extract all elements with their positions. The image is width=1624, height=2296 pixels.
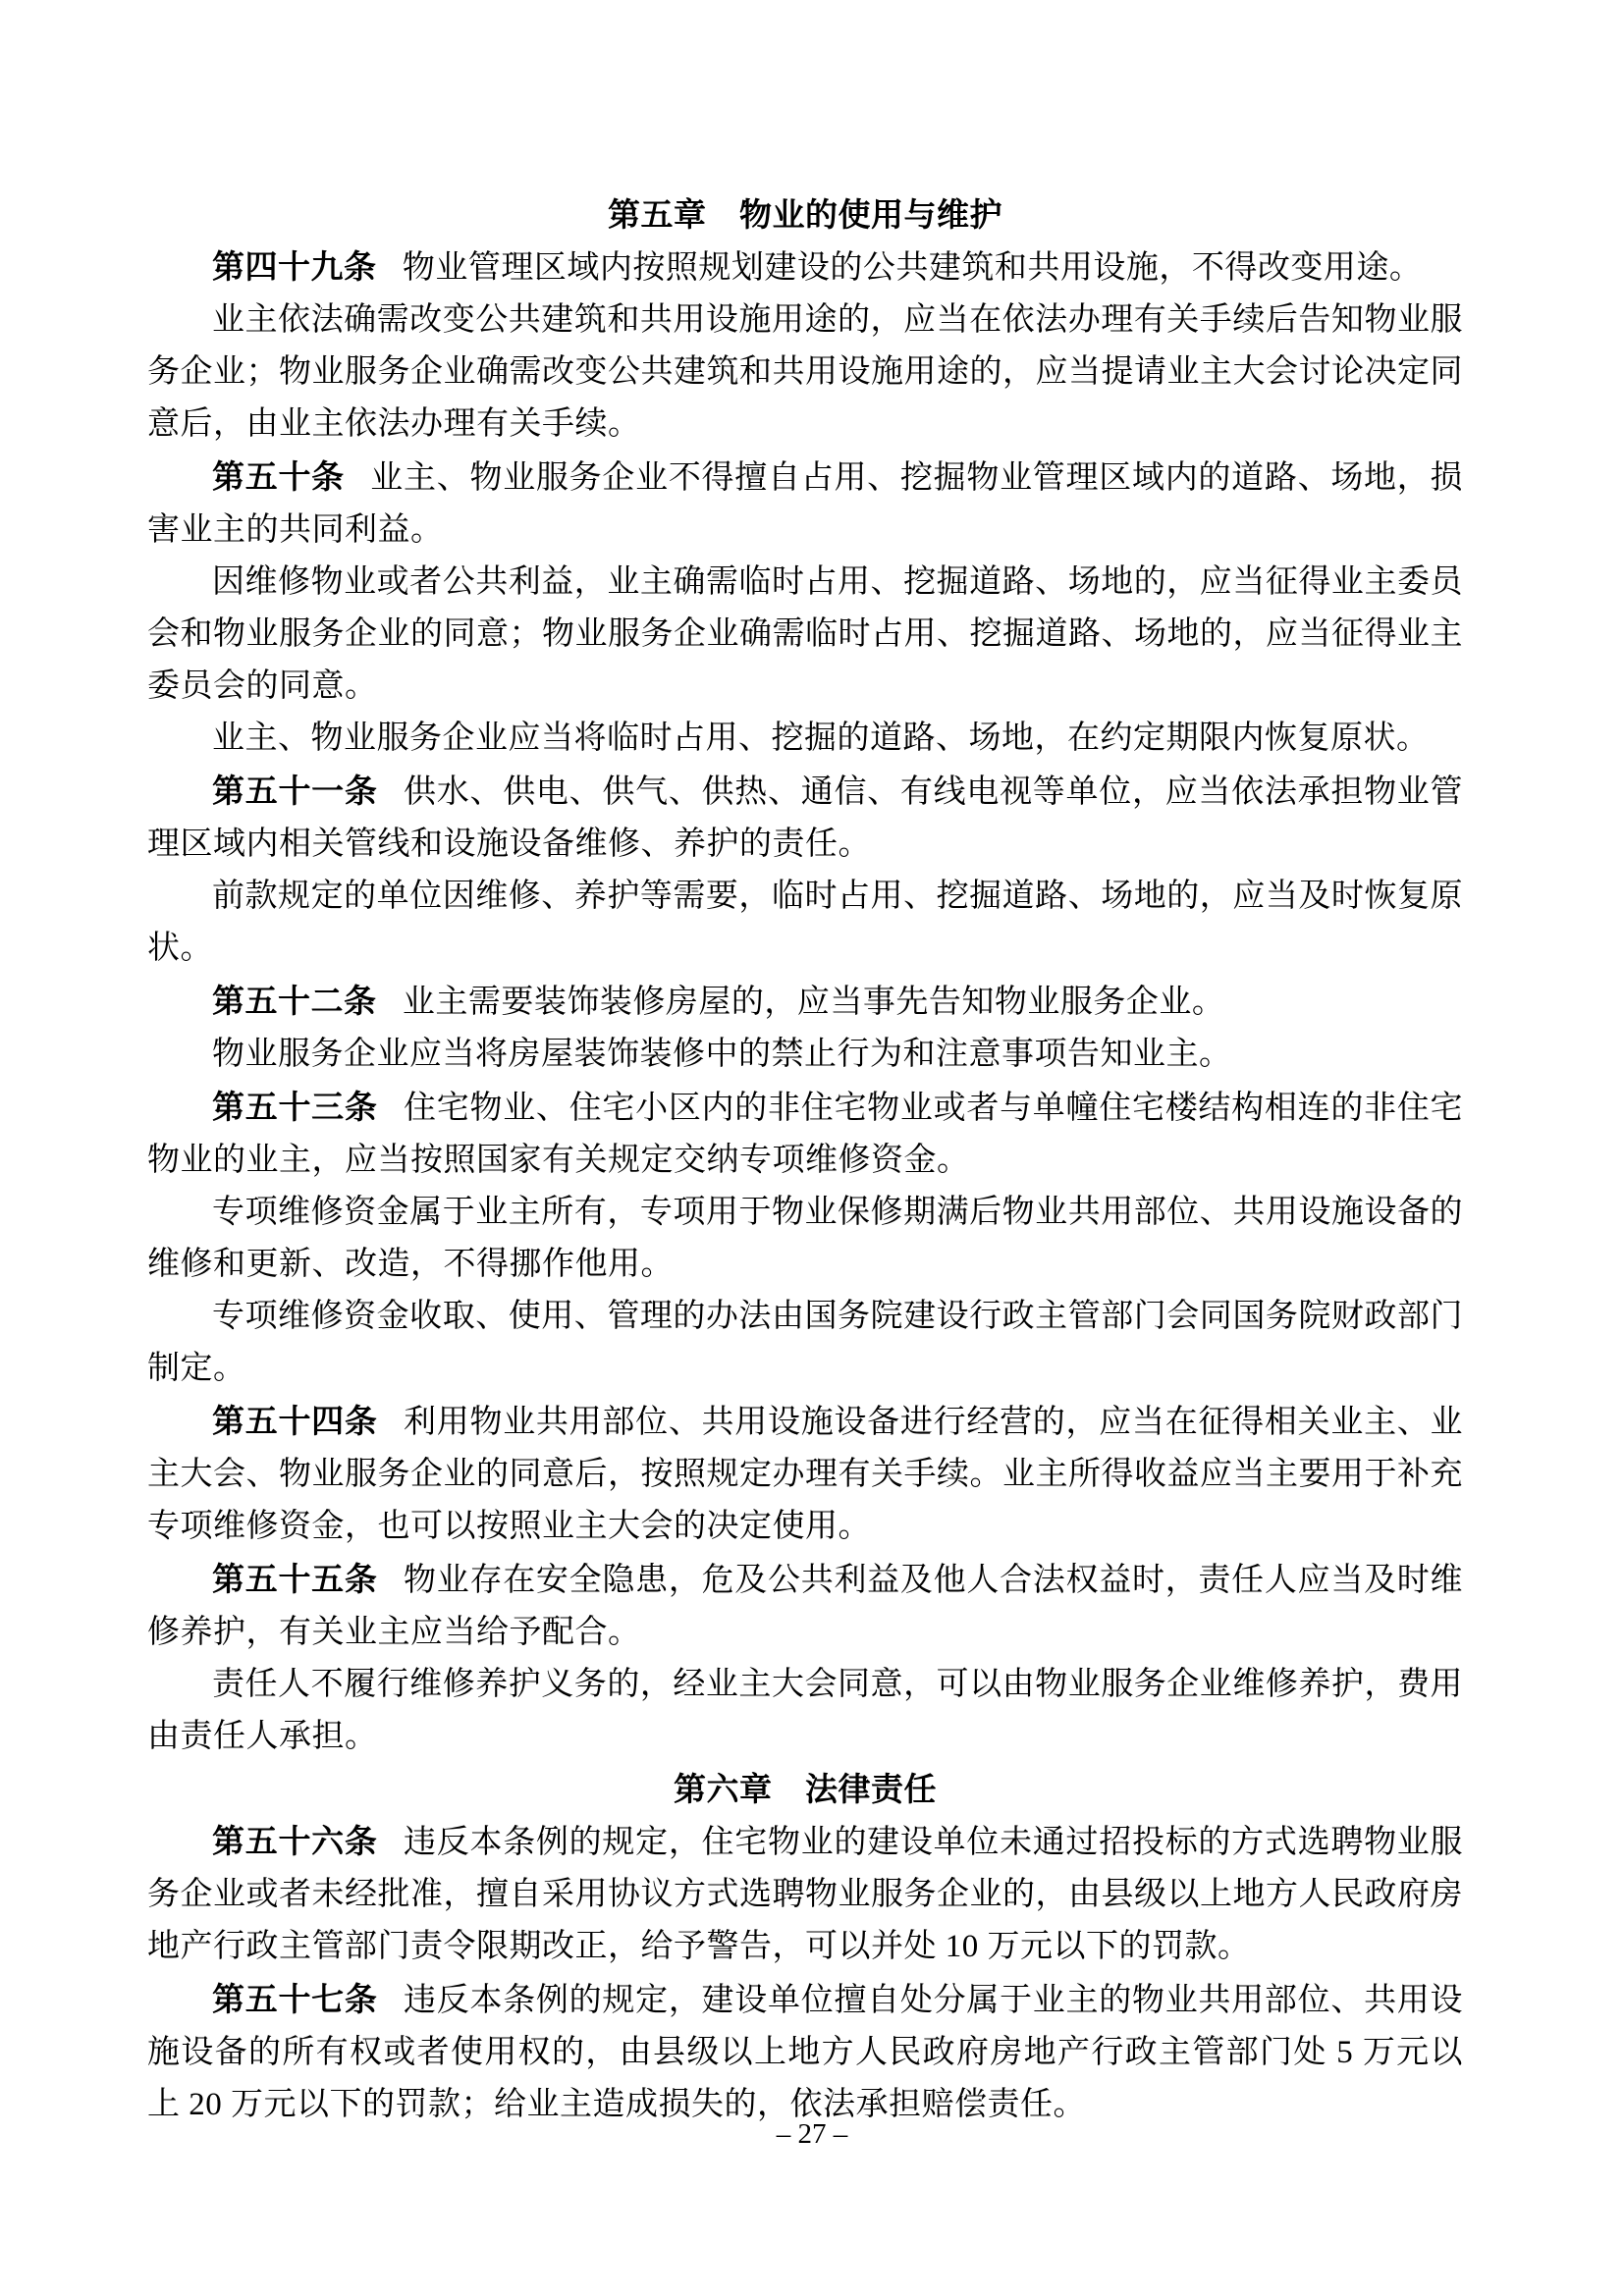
article-text: 物业存在安全隐患，危及公共利益及他人合法权益时，责任人应当及时维修养护，有关业主应当给予配合。 — [147, 1563, 1464, 1650]
article-paragraph — [147, 1395, 1463, 1553]
article-text: 供水、供电、供气、供热、通信、有线电视等单位，应当依法承担物业管理区域内相关管线和设施设备维修、养护的责任。 — [147, 774, 1464, 862]
body-paragraph: 责任人不履行维修养护义务的，经业主大会同意，可以由物业服务企业维修养护，费用由责任人承担。 — [147, 1667, 1463, 1754]
article-paragraph — [147, 451, 1463, 557]
article-paragraph — [147, 1081, 1463, 1187]
body-paragraph: 前款规定的单位因维修、养护等需要，临时占用、挖掘道路、场地的，应当及时恢复原状。 — [147, 879, 1463, 966]
article-paragraph — [147, 1815, 1463, 1973]
article-text: 业主、物业服务企业不得擅自占用、挖掘物业管理区域内的道路、场地，损害业主的共同利益。 — [147, 460, 1464, 548]
article-number: 第五十五条 — [212, 1561, 378, 1597]
document-body — [147, 188, 1463, 2131]
body-paragraph: 因维修物业或者公共利益，业主确需临时占用、挖掘道路、场地的，应当征得业主委员会和物业服务企业的同意；物业服务企业确需临时占用、挖掘道路、场地的，应当征得业主委员会的同意。 — [147, 564, 1463, 704]
article-paragraph — [147, 765, 1463, 871]
body-paragraph: 专项维修资金收取、使用、管理的办法由国务院建设行政主管部门会同国务院财政部门制定。 — [147, 1299, 1463, 1386]
article-text: 物业管理区域内按照规划建设的公共建筑和共用设施，不得改变用途。 — [402, 250, 1423, 286]
article-number: 第五十三条 — [212, 1089, 378, 1125]
page-footer — [0, 2118, 1624, 2151]
article-number: 第五十四条 — [212, 1403, 378, 1439]
article-number: 第五十六条 — [212, 1823, 378, 1859]
body-paragraph: 业主、物业服务企业应当将临时占用、挖掘的道路、场地，在约定期限内恢复原状。 — [212, 721, 1430, 756]
chapter-heading: 第五章 物业的使用与维护 — [608, 196, 1002, 233]
article-number: 第五十一条 — [212, 773, 378, 809]
article-paragraph — [147, 1973, 1463, 2131]
article-number: 第五十二条 — [212, 983, 377, 1019]
article-number: 第五十条 — [212, 458, 345, 495]
body-paragraph: 专项维修资金属于业主所有，专项用于物业保修期满后物业共用部位、共用设施设备的维修和更新、改造，不得挪作他用。 — [147, 1195, 1463, 1282]
article-text: 业主需要装饰装修房屋的，应当事先告知物业服务企业。 — [402, 985, 1225, 1020]
article-text: 违反本条例的规定，住宅物业的建设单位未通过招投标的方式选聘物业服务企业或者未经批准，擅自采用协议方式选聘物业服务企业的，由县级以上地方人民政府房地产行政主管部门责令限期改正，给予警告，可以并处 10 万元以下的罚款。 — [147, 1825, 1464, 1964]
body-paragraph: 物业服务企业应当将房屋装饰装修中的禁止行为和注意事项告知业主。 — [212, 1037, 1232, 1072]
article-number: 第五十七条 — [212, 1981, 378, 2017]
article-paragraph — [147, 240, 1463, 294]
article-text: 违反本条例的规定，建设单位擅自处分属于业主的物业共用部位、共用设施设备的所有权或者使用权的，由县级以上地方人民政府房地产行政主管部门处 5 万元以上 20 万元以下的罚款；给业主造成损失的，依法承担赔偿责任。 — [147, 1983, 1464, 2122]
article-text: 住宅物业、住宅小区内的非住宅物业或者与单幢住宅楼结构相连的非住宅物业的业主，应当按照国家有关规定交纳专项维修资金。 — [147, 1091, 1464, 1178]
body-paragraph: 业主依法确需改变公共建筑和共用设施用途的，应当在依法办理有关手续后告知物业服务企业；物业服务企业确需改变公共建筑和共用设施用途的，应当提请业主大会讨论决定同意后，由业主依法办理有关手续。 — [147, 302, 1463, 442]
chapter-heading: 第六章 法律责任 — [674, 1771, 937, 1807]
article-paragraph — [147, 1553, 1463, 1659]
article-number: 第四十九条 — [212, 248, 377, 285]
article-paragraph — [147, 975, 1463, 1029]
page-number: – 27 – — [776, 2118, 848, 2150]
article-text: 利用物业共用部位、共用设施设备进行经营的，应当在征得相关业主、业主大会、物业服务企业的同意后，按照规定办理有关手续。业主所得收益应当主要用于补充专项维修资金，也可以按照业主大会的决定使用。 — [147, 1405, 1464, 1544]
